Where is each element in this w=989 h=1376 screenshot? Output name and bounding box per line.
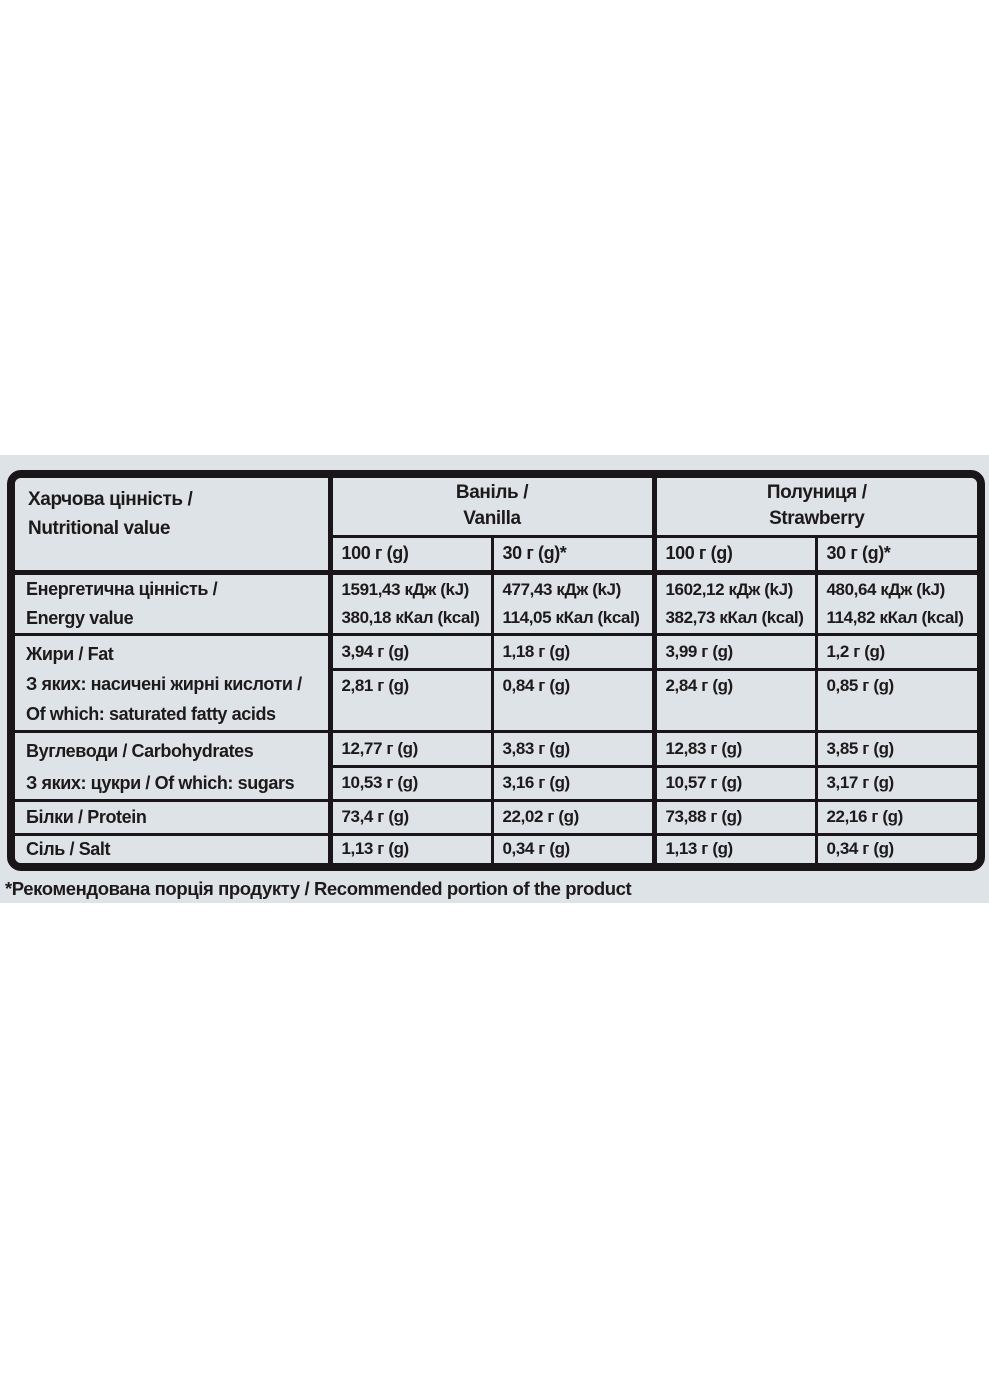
fat-row bbox=[15, 634, 977, 669]
energy-kcal-value: 114,05 кКал (kcal) bbox=[502, 607, 640, 627]
energy-kcal-value: 114,82 кКал (kcal) bbox=[826, 607, 964, 627]
energy-label-en: Energy value bbox=[26, 607, 134, 628]
energy-kj-value: 477,43 кДж (kJ) bbox=[502, 579, 621, 599]
carbohydrates-value-strawberry-30g: 3,85 г (g) bbox=[816, 731, 977, 766]
label-panel bbox=[0, 455, 989, 903]
carbohydrates-label: Вуглеводи / Carbohydrates bbox=[26, 740, 254, 761]
salt-value-strawberry-30g: 0,34 г (g) bbox=[816, 834, 977, 863]
nutrition-table-grid bbox=[15, 478, 977, 863]
carbohydrates-value-vanilla-30g: 3,83 г (g) bbox=[492, 731, 654, 766]
energy-value-strawberry-30g bbox=[816, 572, 977, 634]
energy-kj-value: 1602,12 кДж (kJ) bbox=[665, 579, 793, 599]
energy-label-uk: Енергетична цінність / bbox=[26, 578, 218, 599]
saturated-fat-value-vanilla-30g: 0,84 г (g) bbox=[492, 669, 654, 731]
salt-label: Сіль / Salt bbox=[15, 834, 330, 863]
fat-value-strawberry-100g: 3,99 г (g) bbox=[654, 634, 816, 669]
energy-kcal-value: 380,18 кКал (kcal) bbox=[341, 607, 480, 627]
carbohydrates-and-sugars-label-cell bbox=[15, 731, 330, 800]
portion-header-strawberry-100g: 100 г (g) bbox=[654, 536, 816, 572]
fat-value-vanilla-30g: 1,18 г (g) bbox=[492, 634, 654, 669]
protein-value-strawberry-100g: 73,88 г (g) bbox=[654, 800, 816, 834]
protein-value-vanilla-30g: 22,02 г (g) bbox=[492, 800, 654, 834]
salt-value-strawberry-100g: 1,13 г (g) bbox=[654, 834, 816, 863]
saturated-fat-value-vanilla-100g: 2,81 г (g) bbox=[330, 669, 492, 731]
protein-value-strawberry-30g: 22,16 г (g) bbox=[816, 800, 977, 834]
fat-and-saturated-label-cell bbox=[15, 634, 330, 731]
energy-row bbox=[15, 572, 977, 634]
fat-value-vanilla-100g: 3,94 г (g) bbox=[330, 634, 492, 669]
saturated-fat-label-en: Of which: saturated fatty acids bbox=[26, 703, 276, 724]
header-flavor-row bbox=[15, 478, 977, 536]
saturated-fat-label-uk: З яких: насичені жирні кислоти / bbox=[26, 673, 302, 694]
protein-row bbox=[15, 800, 977, 834]
portion-header-strawberry-30g: 30 г (g)* bbox=[816, 536, 977, 572]
carbohydrates-value-strawberry-100g: 12,83 г (g) bbox=[654, 731, 816, 766]
energy-value-vanilla-30g bbox=[492, 572, 654, 634]
corner-header-cell bbox=[15, 478, 330, 572]
sugars-value-strawberry-100g: 10,57 г (g) bbox=[654, 766, 816, 800]
fat-label: Жири / Fat bbox=[26, 643, 114, 664]
sugars-value-strawberry-30g: 3,17 г (g) bbox=[816, 766, 977, 800]
carbohydrates-value-vanilla-100g: 12,77 г (g) bbox=[330, 731, 492, 766]
flavor-vanilla-line2: Vanilla bbox=[463, 508, 521, 530]
salt-value-vanilla-30g: 0,34 г (g) bbox=[492, 834, 654, 863]
carbohydrates-row bbox=[15, 731, 977, 766]
footnote: *Рекомендована порція продукту / Recommended portion of the product bbox=[5, 878, 632, 899]
sugars-value-vanilla-100g: 10,53 г (g) bbox=[330, 766, 492, 800]
salt-row bbox=[15, 834, 977, 863]
portion-header-vanilla-100g: 100 г (g) bbox=[330, 536, 492, 572]
corner-header-line2: Nutritional value bbox=[28, 518, 171, 539]
flavor-header-vanilla bbox=[330, 478, 654, 536]
salt-value-vanilla-100g: 1,13 г (g) bbox=[330, 834, 492, 863]
flavor-strawberry-line2: Strawberry bbox=[769, 508, 865, 530]
saturated-fat-value-strawberry-30g: 0,85 г (g) bbox=[816, 669, 977, 731]
fat-value-strawberry-30g: 1,2 г (g) bbox=[816, 634, 977, 669]
flavor-header-strawberry bbox=[654, 478, 977, 536]
energy-kcal-value: 382,73 кКал (kcal) bbox=[665, 607, 804, 627]
energy-label-cell bbox=[15, 572, 330, 634]
nutrition-table bbox=[7, 470, 985, 871]
portion-header-vanilla-30g: 30 г (g)* bbox=[492, 536, 654, 572]
energy-kj-value: 480,64 кДж (kJ) bbox=[826, 579, 945, 599]
flavor-strawberry-line1: Полуниця / bbox=[766, 482, 867, 504]
saturated-fat-value-strawberry-100g: 2,84 г (g) bbox=[654, 669, 816, 731]
sugars-value-vanilla-30g: 3,16 г (g) bbox=[492, 766, 654, 800]
energy-kj-value: 1591,43 кДж (kJ) bbox=[341, 579, 469, 599]
energy-value-strawberry-100g bbox=[654, 572, 816, 634]
protein-label: Білки / Protein bbox=[15, 800, 330, 834]
flavor-vanilla-line1: Ваніль / bbox=[455, 482, 529, 504]
corner-header-line1: Харчова цінність / bbox=[28, 489, 193, 510]
energy-value-vanilla-100g bbox=[330, 572, 492, 634]
sugars-label: З яких: цукри / Of which: sugars bbox=[26, 772, 295, 793]
protein-value-vanilla-100g: 73,4 г (g) bbox=[330, 800, 492, 834]
